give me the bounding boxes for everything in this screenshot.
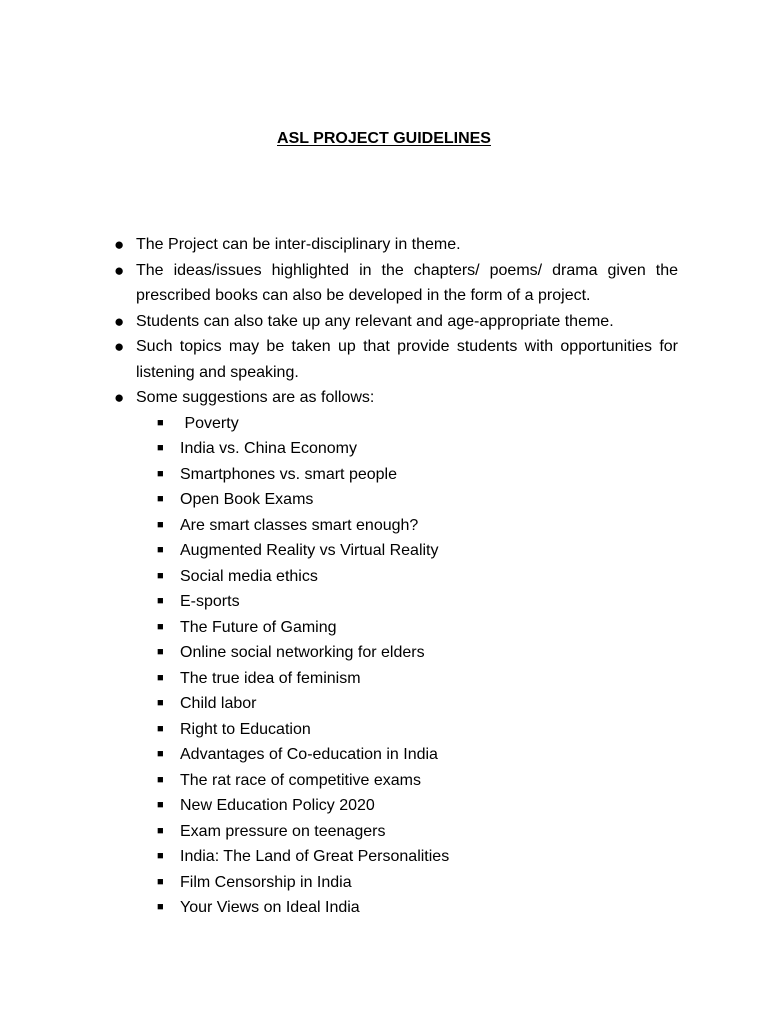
suggestion-item — [136, 564, 678, 590]
document-title: ASL PROJECT GUIDELINES — [277, 130, 491, 147]
suggestion-item — [136, 742, 678, 768]
suggestion-text: The true idea of feminism — [180, 669, 361, 687]
square-bullet-icon: ■ — [157, 748, 164, 760]
guideline-item — [110, 334, 678, 385]
suggestion-text: The Future of Gaming — [180, 618, 337, 636]
bullet-icon: ● — [114, 337, 125, 356]
guideline-text: The ideas/issues highlighted in the chapters/ poems/ drama given the prescribed books can also be developed in the form of a project. — [136, 261, 678, 304]
suggestion-text: Smartphones vs. smart people — [180, 465, 397, 483]
suggestion-text: Film Censorship in India — [180, 873, 352, 891]
square-bullet-icon: ■ — [157, 467, 164, 480]
suggestion-item — [136, 666, 678, 692]
suggestion-item — [136, 717, 678, 743]
square-bullet-icon: ■ — [157, 646, 164, 658]
guidelines-list — [110, 232, 678, 921]
square-bullet-icon: ■ — [157, 850, 164, 862]
bullet-icon: ● — [114, 235, 125, 254]
square-bullet-icon: ■ — [157, 620, 164, 633]
suggestion-item — [136, 462, 678, 488]
suggestion-text: Poverty — [180, 414, 239, 432]
square-bullet-icon: ■ — [157, 595, 164, 607]
suggestion-text: Child labor — [180, 695, 257, 712]
suggestion-text: Augmented Reality vs Virtual Reality — [180, 542, 439, 559]
square-bullet-icon: ■ — [157, 416, 164, 429]
guideline-text: Such topics may be taken up that provide students with opportunities for listening and speaking. — [136, 338, 678, 381]
bullet-icon: ● — [114, 260, 125, 280]
guideline-item — [110, 232, 678, 258]
suggestion-item — [136, 768, 678, 794]
suggestion-text: Right to Education — [180, 720, 311, 738]
guideline-text: Students can also take up any relevant and age-appropriate theme. — [136, 312, 614, 330]
square-bullet-icon: ■ — [157, 442, 164, 454]
square-bullet-icon: ■ — [157, 569, 164, 582]
suggestion-item — [136, 513, 678, 539]
square-bullet-icon: ■ — [157, 875, 164, 888]
square-bullet-icon: ■ — [157, 697, 164, 709]
suggestion-text: Online social networking for elders — [180, 644, 425, 661]
square-bullet-icon: ■ — [157, 544, 164, 556]
suggestion-item — [136, 589, 678, 615]
guideline-item — [110, 309, 678, 335]
suggestion-item — [136, 538, 678, 564]
suggestion-text: Are smart classes smart enough? — [180, 516, 419, 534]
suggestion-item — [136, 615, 678, 641]
suggestion-item — [136, 640, 678, 666]
guideline-item — [110, 258, 678, 309]
suggestion-item — [136, 870, 678, 896]
suggestion-item — [136, 411, 678, 437]
suggestion-text: India: The Land of Great Personalities — [180, 848, 450, 865]
suggestion-text: Open Book Exams — [180, 491, 314, 508]
suggestion-item — [136, 691, 678, 717]
suggestion-item — [136, 844, 678, 870]
suggestion-item — [136, 793, 678, 819]
suggestion-text: Exam pressure on teenagers — [180, 822, 386, 840]
guideline-text: Some suggestions are as follows: — [136, 389, 375, 406]
square-bullet-icon: ■ — [157, 799, 164, 811]
square-bullet-icon: ■ — [157, 773, 164, 786]
suggestion-text: New Education Policy 2020 — [180, 797, 375, 814]
suggestion-text: E-sports — [180, 593, 240, 610]
suggestion-text: India vs. China Economy — [180, 440, 357, 457]
square-bullet-icon: ■ — [157, 493, 164, 505]
suggestion-text: Your Views on Ideal India — [180, 899, 360, 916]
suggestion-item — [136, 487, 678, 513]
suggestion-text: Social media ethics — [180, 567, 318, 585]
suggestion-item — [136, 895, 678, 921]
suggestion-item — [136, 436, 678, 462]
guideline-text: The Project can be inter-disciplinary in theme. — [136, 236, 461, 253]
bullet-icon: ● — [114, 311, 125, 331]
guideline-item — [110, 385, 678, 921]
suggestion-text: Advantages of Co-education in India — [180, 746, 438, 763]
bullet-icon: ● — [114, 388, 125, 407]
suggestions-list — [136, 411, 678, 921]
square-bullet-icon: ■ — [157, 671, 164, 684]
square-bullet-icon: ■ — [157, 824, 164, 837]
suggestion-item — [136, 819, 678, 845]
square-bullet-icon: ■ — [157, 901, 164, 913]
suggestion-text: The rat race of competitive exams — [180, 771, 421, 789]
square-bullet-icon: ■ — [157, 518, 164, 531]
square-bullet-icon: ■ — [157, 722, 164, 735]
